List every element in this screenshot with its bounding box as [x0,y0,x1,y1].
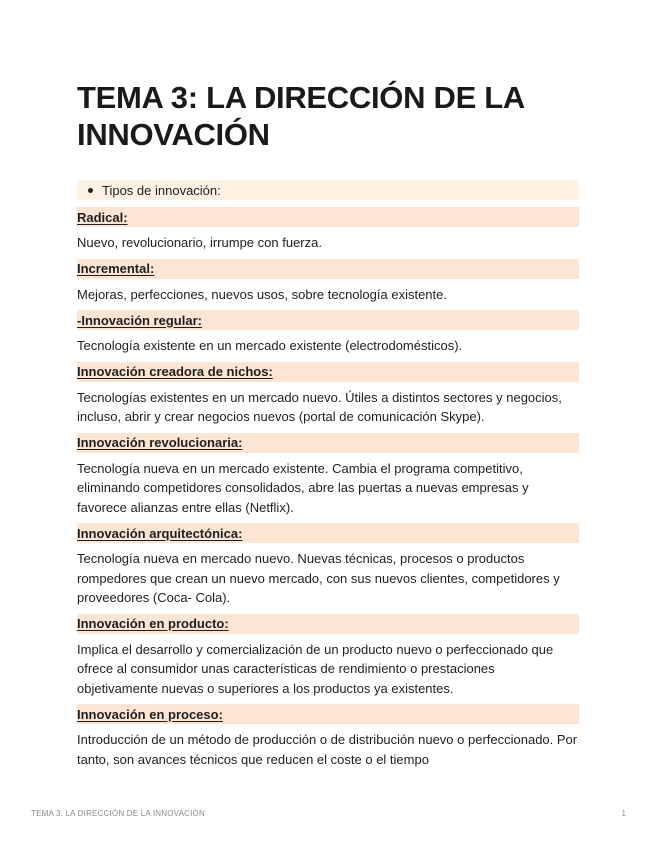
section-body-revolucionaria: Tecnología nueva en un mercado existente. Cambia el programa competitivo, eliminando competidores consolidados, abre las puertas a nuevas empresas y favorece alianzas entre ellas (Netflix). [77,460,529,515]
bullet-item [77,180,579,200]
section-heading-incremental: Incremental: [77,259,579,279]
section-body-arquitectonica: Tecnología nueva en mercado nuevo. Nuevas técnicas, procesos o productos rompedores que crean un nuevo mercado, con sus nuevos clientes, competidores y proveedores (Coca- Cola). [77,551,560,605]
section-heading-proceso: Innovación en proceso: [77,704,579,724]
section-heading-producto: Innovación en producto: [77,614,579,634]
section-body-incremental: Mejoras, perfecciones, nuevos usos, sobre tecnología existente. [77,286,447,302]
section-body-regular: Tecnología existente en un mercado existente (electrodomésticos). [77,338,463,353]
page-number: 1 [621,809,626,818]
section-heading-revolucionaria: Innovación revolucionaria: [77,433,579,453]
section-heading-radical: Radical: [77,207,579,227]
section-heading-arquitectonica: Innovación arquitectónica: [77,523,579,543]
page-title: TEMA 3: LA DIRECCIÓN DE LA INNOVACIÓN [77,80,524,152]
bullet-label: Tipos de innovación: [102,182,221,198]
section-body-radical: Nuevo, revolucionario, irrumpe con fuerza. [77,235,322,250]
document-page [77,79,579,775]
section-body-nichos: Tecnologías existentes en un mercado nuevo. Útiles a distintos sectores y negocios, incluso, abrir y crear negocios nuevos (portal de comunicación Skype). [77,389,562,424]
section-heading-regular: -Innovación regular: [77,310,579,330]
section-body-proceso: Introducción de un método de producción o de distribución nuevo o perfeccionado. Por tanto, son avances técnicos que reducen el coste o el tiempo [77,732,578,767]
section-heading-nichos: Innovación creadora de nichos: [77,362,579,382]
bullet-dot-icon [88,188,93,193]
section-body-producto: Implica el desarrollo y comercialización de un producto nuevo o perfeccionado que ofrece al consumidor unas características de rendimiento o prestaciones objetivamente nuevas o superiores a los productos ya existentes. [77,641,554,696]
footer-title: TEMA 3: LA DIRECCIÓN DE LA INNOVACIÓN [31,809,205,818]
